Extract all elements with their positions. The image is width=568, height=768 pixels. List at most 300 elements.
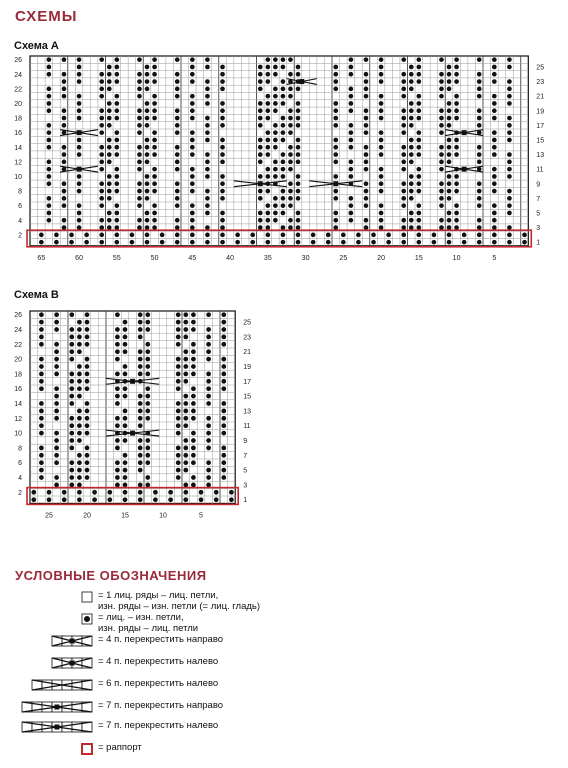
purl-dot	[115, 438, 120, 443]
left-tick-label: 8	[18, 445, 22, 453]
right-tick-label: 5	[536, 210, 541, 218]
purl-dot	[206, 460, 211, 465]
purl-dot	[31, 490, 36, 495]
legend-item	[10, 720, 410, 742]
purl-dot	[145, 386, 150, 391]
purl-dot	[183, 438, 188, 443]
purl-dot	[221, 357, 226, 362]
legend-item	[10, 678, 410, 700]
purl-dot	[168, 490, 173, 495]
left-tick-label: 2	[18, 232, 22, 240]
purl-dot	[77, 335, 82, 340]
purl-dot	[221, 475, 226, 480]
purl-dot	[191, 431, 196, 436]
purl-dot	[138, 401, 143, 406]
purl-dot	[115, 386, 120, 391]
purl-dot	[77, 475, 82, 480]
purl-dot	[191, 453, 196, 458]
purl-dot	[138, 423, 143, 428]
purl-dot	[206, 335, 211, 340]
purl-dot	[54, 320, 59, 325]
purl-dot	[145, 438, 150, 443]
left-tick-label: 10	[14, 173, 22, 181]
right-tick-label: 17	[243, 378, 251, 386]
purl-dot	[115, 416, 120, 421]
purl-dot	[221, 335, 226, 340]
purl-dot	[77, 409, 82, 414]
purl-dot	[107, 497, 112, 502]
purl-dot	[77, 349, 82, 354]
purl-dot	[206, 386, 211, 391]
purl-dot	[77, 386, 82, 391]
purl-dot	[77, 416, 82, 421]
purl-dot	[183, 312, 188, 317]
purl-dot	[85, 327, 90, 332]
left-tick-label: 24	[14, 327, 22, 334]
right-tick-label: 25	[243, 319, 251, 327]
purl-dot	[221, 372, 226, 377]
right-tick-label: 25	[536, 64, 545, 72]
purl-dot	[85, 357, 90, 362]
purl-dot	[54, 460, 59, 465]
purl-dot	[69, 423, 74, 428]
purl-dot	[69, 468, 74, 473]
purl-dot	[54, 431, 59, 436]
purl-dot	[39, 401, 44, 406]
right-tick-label: 1	[243, 497, 248, 505]
purl-dot	[92, 490, 97, 495]
left-tick-label: 14	[14, 144, 22, 152]
purl-dot	[85, 446, 90, 451]
purl-dot	[39, 453, 44, 458]
purl-dot	[176, 401, 181, 406]
purl-dot	[183, 379, 188, 384]
purl-dot	[138, 349, 143, 354]
purl-dot	[39, 357, 44, 362]
legend-item	[10, 656, 410, 678]
purl-dot	[183, 409, 188, 414]
purl-dot	[191, 401, 196, 406]
left-tick-label: 18	[14, 371, 22, 379]
purl-dot	[191, 320, 196, 325]
left-tick-label: 20	[14, 100, 22, 108]
purl-dot	[54, 401, 59, 406]
bottom-tick-label: 40	[226, 254, 234, 262]
legend-line: = 4 п. перекрестить налево	[98, 656, 219, 667]
purl-dot	[138, 497, 143, 502]
purl-dot	[69, 475, 74, 480]
purl-dot	[123, 364, 128, 369]
purl-dot	[85, 335, 90, 340]
left-tick-label: 6	[18, 460, 22, 468]
purl-dot	[39, 335, 44, 340]
purl-dot	[69, 483, 74, 488]
bottom-tick-label: 20	[83, 512, 91, 520]
left-tick-label: 16	[14, 386, 22, 394]
purl-dot	[138, 468, 143, 473]
purl-dot	[123, 483, 128, 488]
purl-dot	[115, 483, 120, 488]
purl-dot	[138, 490, 143, 495]
purl-dot	[221, 342, 226, 347]
legend-text	[98, 656, 218, 667]
purl-dot	[145, 349, 150, 354]
purl-dot	[69, 386, 74, 391]
cable-7-left-icon	[10, 720, 94, 734]
purl-dot	[145, 401, 150, 406]
purl-dot	[115, 349, 120, 354]
purl-dot	[191, 446, 196, 451]
purl-dot	[69, 335, 74, 340]
purl-dot	[221, 446, 226, 451]
purl-dot	[54, 394, 59, 399]
purl-dot	[69, 357, 74, 362]
purl-dot	[69, 401, 74, 406]
purl-dot	[123, 327, 128, 332]
purl-dot	[69, 342, 74, 347]
left-tick-label: 26	[14, 312, 22, 320]
legend-line: = 1 лиц. ряды – лиц. петли,	[98, 590, 219, 601]
purl-dot	[176, 431, 181, 436]
purl-dot	[92, 497, 97, 502]
purl-dot	[191, 475, 196, 480]
purl-dot	[123, 460, 128, 465]
purl-dot	[145, 327, 150, 332]
purl-dot	[191, 409, 196, 414]
purl-dot	[221, 468, 226, 473]
purl-dot	[176, 335, 181, 340]
left-tick-label: 6	[18, 203, 22, 211]
purl-dot	[145, 312, 150, 317]
left-tick-label: 20	[14, 356, 22, 364]
purl-dot	[176, 409, 181, 414]
purl-dot	[69, 460, 74, 465]
purl-dot	[123, 416, 128, 421]
purl-dot	[115, 312, 120, 317]
purl-dot	[123, 431, 128, 436]
purl-dot	[77, 468, 82, 473]
purl-dot	[176, 446, 181, 451]
purl-dot	[183, 446, 188, 451]
purl-dot	[85, 423, 90, 428]
purl-dot	[206, 312, 211, 317]
purl-dot	[123, 453, 128, 458]
purl-dot	[145, 320, 150, 325]
right-tick-label: 23	[536, 79, 545, 87]
purl-dot	[206, 372, 211, 377]
right-tick-label: 3	[243, 482, 248, 490]
purl-dot	[206, 431, 211, 436]
purl-dot	[199, 497, 204, 502]
purl-dot	[123, 372, 128, 377]
purl-dot	[183, 372, 188, 377]
purl-dot	[62, 490, 67, 495]
purl-dot	[77, 342, 82, 347]
purl-dot	[191, 460, 196, 465]
purl-dot	[85, 468, 90, 473]
bottom-tick-label: 5	[492, 254, 497, 262]
cable-7-right-icon	[10, 700, 94, 714]
purl-dot	[176, 468, 181, 473]
purl-dot	[123, 342, 128, 347]
legend-item	[10, 700, 410, 722]
purl-dot	[77, 431, 82, 436]
purl-dot	[206, 475, 211, 480]
purl-dot	[206, 483, 211, 488]
purl-dot	[115, 475, 120, 480]
purl-dot	[69, 327, 74, 332]
purl-dot	[69, 431, 74, 436]
purl-dot	[145, 483, 150, 488]
left-tick-label: 18	[14, 115, 22, 123]
right-tick-label: 21	[243, 349, 251, 357]
purl-dot	[145, 364, 150, 369]
legend-item	[10, 634, 410, 656]
purl-dot	[145, 394, 150, 399]
purl-dot	[221, 327, 226, 332]
purl-dot	[123, 409, 128, 414]
purl-dot	[85, 312, 90, 317]
purl-dot	[115, 401, 120, 406]
purl-dot	[54, 416, 59, 421]
purl-dot	[39, 372, 44, 377]
purl-dot	[191, 386, 196, 391]
purl-dot	[138, 394, 143, 399]
purl-dot	[206, 446, 211, 451]
purl-dot	[54, 475, 59, 480]
purl-dot	[39, 342, 44, 347]
right-tick-label: 5	[243, 467, 248, 475]
purl-dot	[77, 372, 82, 377]
purl-dot	[69, 349, 74, 354]
right-tick-label: 13	[243, 408, 251, 416]
left-tick-label: 4	[18, 475, 22, 482]
right-tick-label: 9	[243, 438, 248, 445]
purl-dot	[123, 335, 128, 340]
purl-dot	[123, 423, 128, 428]
purl-dot	[85, 416, 90, 421]
purl-dot	[183, 468, 188, 473]
purl-dot	[69, 446, 74, 451]
purl-dot	[115, 335, 120, 340]
purl-dot	[221, 320, 226, 325]
purl-dot	[229, 497, 234, 502]
bottom-tick-label: 15	[414, 254, 423, 262]
purl-dot	[69, 312, 74, 317]
purl-dot	[138, 446, 143, 451]
purl-dot	[47, 490, 52, 495]
legend-line: изн. ряды – изн. петли (= лиц. гладь)	[98, 601, 261, 612]
purl-dot	[54, 312, 59, 317]
purl-dot	[85, 379, 90, 384]
purl-dot	[39, 386, 44, 391]
purl-dot	[183, 416, 188, 421]
purl-dot	[221, 312, 226, 317]
purl-dot	[85, 386, 90, 391]
purl-dot	[221, 401, 226, 406]
purl-dot	[221, 364, 226, 369]
purl-dot	[191, 372, 196, 377]
purl-dot	[191, 438, 196, 443]
legend-line: изн. ряды – лиц. петли	[98, 623, 199, 634]
purl-dot	[123, 394, 128, 399]
purl-dot	[221, 453, 226, 458]
purl-dot	[85, 364, 90, 369]
purl-dot	[145, 416, 150, 421]
purl-dot	[176, 364, 181, 369]
purl-dot	[138, 438, 143, 443]
purl-dot	[145, 372, 150, 377]
purl-dot	[138, 335, 143, 340]
purl-dot	[206, 357, 211, 362]
purl-dot	[206, 349, 211, 354]
purl-dot	[183, 327, 188, 332]
purl-dot	[123, 475, 128, 480]
chart-b-title: Схема В	[14, 289, 59, 301]
purl-dot	[47, 497, 52, 502]
bottom-tick-label: 35	[263, 254, 272, 262]
purl-dot	[191, 349, 196, 354]
purl-dot	[54, 342, 59, 347]
purl-dot	[176, 327, 181, 332]
purl-dot	[183, 320, 188, 325]
purl-dot	[123, 320, 128, 325]
cable-6-left-icon	[10, 678, 94, 692]
purl-dot	[85, 401, 90, 406]
purl-dot	[229, 490, 234, 495]
purl-dot	[77, 483, 82, 488]
bottom-tick-label: 5	[199, 512, 203, 520]
purl-dot	[77, 423, 82, 428]
purl-dot	[221, 460, 226, 465]
purl-dot	[183, 394, 188, 399]
purl-dot	[153, 490, 158, 495]
purl-dot	[183, 401, 188, 406]
purl-dot	[39, 327, 44, 332]
purl-dot	[69, 394, 74, 399]
purl-dot	[115, 342, 120, 347]
purl-dot	[115, 357, 120, 362]
purl-dot	[206, 327, 211, 332]
legend-text	[98, 742, 142, 753]
left-tick-label: 12	[14, 159, 22, 167]
purl-dot	[176, 372, 181, 377]
purl-dot	[115, 468, 120, 473]
left-tick-label: 2	[18, 489, 22, 497]
purl-dot	[145, 460, 150, 465]
purl-dot	[138, 416, 143, 421]
purl-dot	[107, 490, 112, 495]
purl-dot	[183, 490, 188, 495]
purl-dot	[153, 497, 158, 502]
left-tick-label: 24	[14, 71, 22, 79]
purl-dot	[54, 483, 59, 488]
purl-dot	[115, 327, 120, 332]
purl-dot	[123, 497, 128, 502]
purl-dot	[214, 497, 219, 502]
purl-dot	[39, 312, 44, 317]
purl-dot	[199, 490, 204, 495]
purl-dot	[115, 460, 120, 465]
purl-dot	[85, 431, 90, 436]
purl-dot	[77, 327, 82, 332]
purl-dot	[176, 460, 181, 465]
purl-dot	[54, 386, 59, 391]
bottom-tick-label: 10	[452, 254, 461, 262]
purl-dot	[85, 342, 90, 347]
purl-dot	[69, 379, 74, 384]
purl-dot	[115, 372, 120, 377]
purl-dot	[115, 446, 120, 451]
purl-dot	[39, 423, 44, 428]
right-tick-label: 9	[536, 181, 541, 189]
legend-text	[98, 590, 260, 612]
purl-dot	[183, 364, 188, 369]
purl-dot	[39, 416, 44, 421]
bottom-tick-label: 15	[121, 512, 129, 520]
purl-dot	[183, 349, 188, 354]
bottom-tick-label: 55	[112, 254, 121, 262]
purl-dot	[206, 438, 211, 443]
legend-line: = раппорт	[98, 742, 142, 753]
purl-dot	[183, 497, 188, 502]
purl-dot	[77, 453, 82, 458]
purl-dot	[176, 357, 181, 362]
purl-dot	[176, 342, 181, 347]
purl-dot	[138, 483, 143, 488]
bottom-tick-label: 65	[37, 254, 46, 262]
legend-line: = 6 п. перекрестить налево	[98, 678, 219, 689]
purl-dot	[183, 335, 188, 340]
repeat-box-icon	[10, 742, 94, 756]
purl-dot	[77, 438, 82, 443]
purl-dot	[54, 438, 59, 443]
purl-dot	[138, 357, 143, 362]
left-tick-label: 4	[18, 217, 22, 225]
purl-dot	[138, 379, 143, 384]
legend-line: = 7 п. перекрестить налево	[98, 720, 219, 731]
purl-dot	[54, 327, 59, 332]
right-tick-label: 23	[243, 334, 251, 342]
bottom-tick-label: 25	[339, 254, 348, 262]
purl-dot	[206, 394, 211, 399]
purl-dot	[206, 416, 211, 421]
left-tick-label: 22	[14, 86, 22, 94]
purl-dot	[39, 468, 44, 473]
right-tick-label: 21	[536, 93, 545, 101]
purl-dot	[176, 386, 181, 391]
right-tick-label: 15	[536, 137, 545, 145]
purl-dot	[77, 364, 82, 369]
legend-text	[98, 700, 223, 711]
right-tick-label: 19	[536, 108, 545, 116]
left-tick-label: 8	[18, 188, 22, 196]
purl-dot	[39, 431, 44, 436]
cable-4-left-icon	[10, 656, 94, 670]
left-tick-label: 22	[14, 341, 22, 349]
purl-dot	[123, 468, 128, 473]
left-tick-label: 26	[14, 57, 22, 65]
purl-dot	[77, 320, 82, 325]
purl-dot	[206, 401, 211, 406]
left-tick-label: 10	[14, 430, 22, 438]
bottom-tick-label: 45	[188, 254, 197, 262]
right-tick-label: 3	[536, 225, 541, 233]
purl-dot	[221, 379, 226, 384]
legend-text	[98, 720, 218, 731]
purl-dot	[138, 327, 143, 332]
purl-dot	[54, 349, 59, 354]
